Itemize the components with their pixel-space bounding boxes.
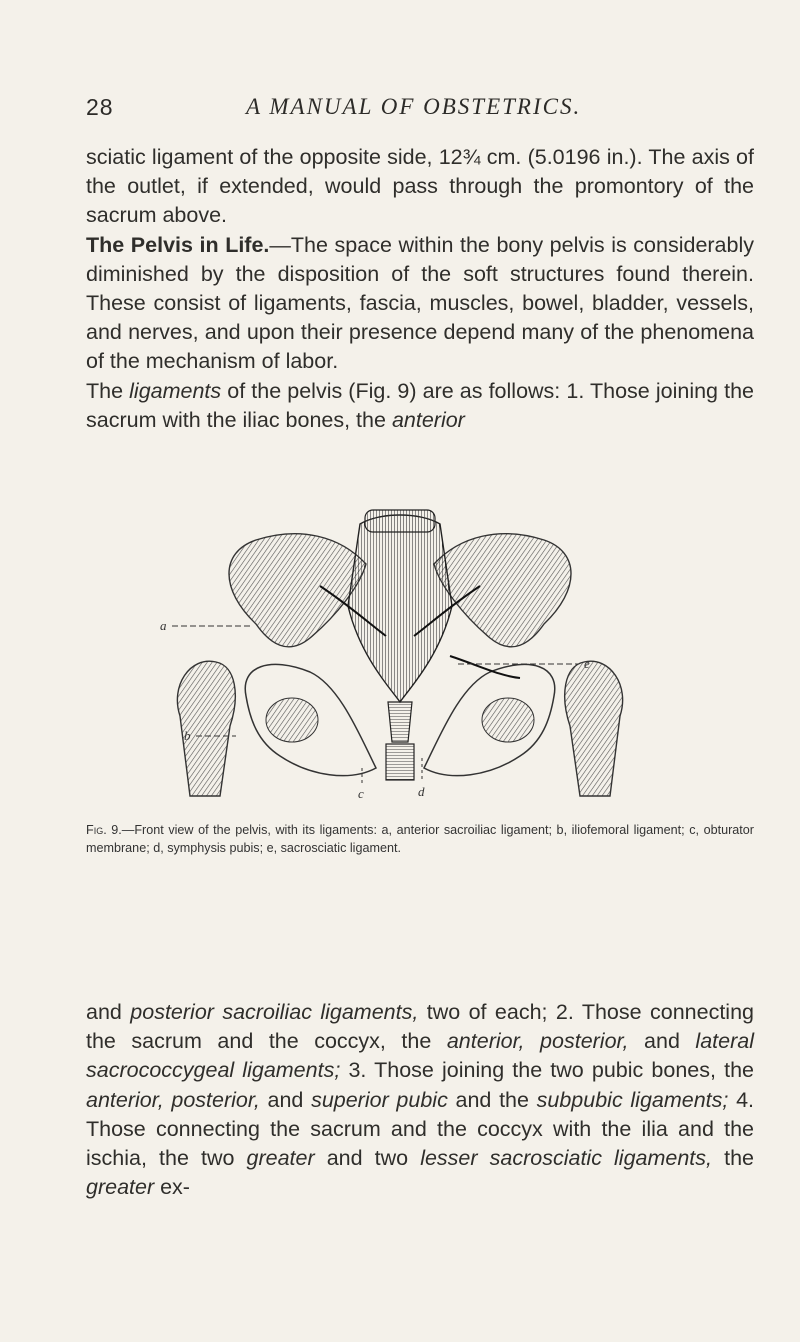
right-obturator — [482, 698, 534, 742]
caption-lead: Fig. 9. — [86, 823, 122, 837]
right-femur — [565, 661, 623, 796]
paragraph-1: sciatic ligament of the opposite side, 12¾ cm. (5.0196 in.). The axis of the outlet, if extended, would pass through the promontory of the sacrum above. — [86, 145, 754, 228]
page-number: 28 — [86, 94, 114, 120]
label-e: e — [584, 656, 590, 671]
section-heading: The Pelvis in Life. — [86, 232, 270, 257]
label-a: a — [160, 618, 167, 633]
page-header — [86, 94, 746, 134]
running-title: A MANUAL OF OBSTETRICS. — [246, 94, 582, 119]
coccyx — [388, 702, 412, 742]
left-ilium — [229, 534, 366, 647]
paragraph-3: The ligaments of the pelvis (Fig. 9) are as follows: 1. Those joining the sacrum with the iliac bones, the anterior — [86, 378, 754, 432]
pelvis-illustration — [160, 506, 640, 806]
label-d: d — [418, 784, 425, 799]
paragraph-2: The Pelvis in Life.—The space within the bony pelvis is considerably diminished by the disposition of the soft structures found therein. These consist of ligaments, fascia, muscles, bowel, bladder, vessels, and nerves, and upon their presence depend many of the phenomena of the mechanism of labor. — [86, 232, 754, 374]
paragraph-4: and posterior sacroiliac ligaments, two of each; 2. Those connecting the sacrum and the coccyx, the anterior, posterior, and lateral sacrococcygeal ligaments; 3. Those joining the two pubic bones, the anterior, posterior, and superior pubic and the subpubic ligaments; 4. Those connecting the sacrum and the coccyx with the ilia and the ischia, the two greater and two lesser sacrosciatic ligaments, the greater ex- — [86, 1000, 755, 1200]
text-block-top — [86, 143, 754, 435]
left-obturator — [266, 698, 318, 742]
figure-caption — [86, 822, 754, 857]
label-b: b — [184, 728, 191, 743]
label-c: c — [358, 786, 364, 801]
right-ilium — [434, 534, 571, 647]
caption-body: —Front view of the pelvis, with its ligaments: a, anterior sacroiliac ligament; b, iliofemoral ligament; c, obturator membrane; d, symphysis pubis; e, sacrosciatic ligament. — [86, 823, 754, 855]
lumbar-vertebra — [365, 510, 435, 532]
sacrum — [348, 515, 452, 702]
text-block-bottom — [86, 998, 754, 1202]
symphysis — [386, 744, 414, 780]
